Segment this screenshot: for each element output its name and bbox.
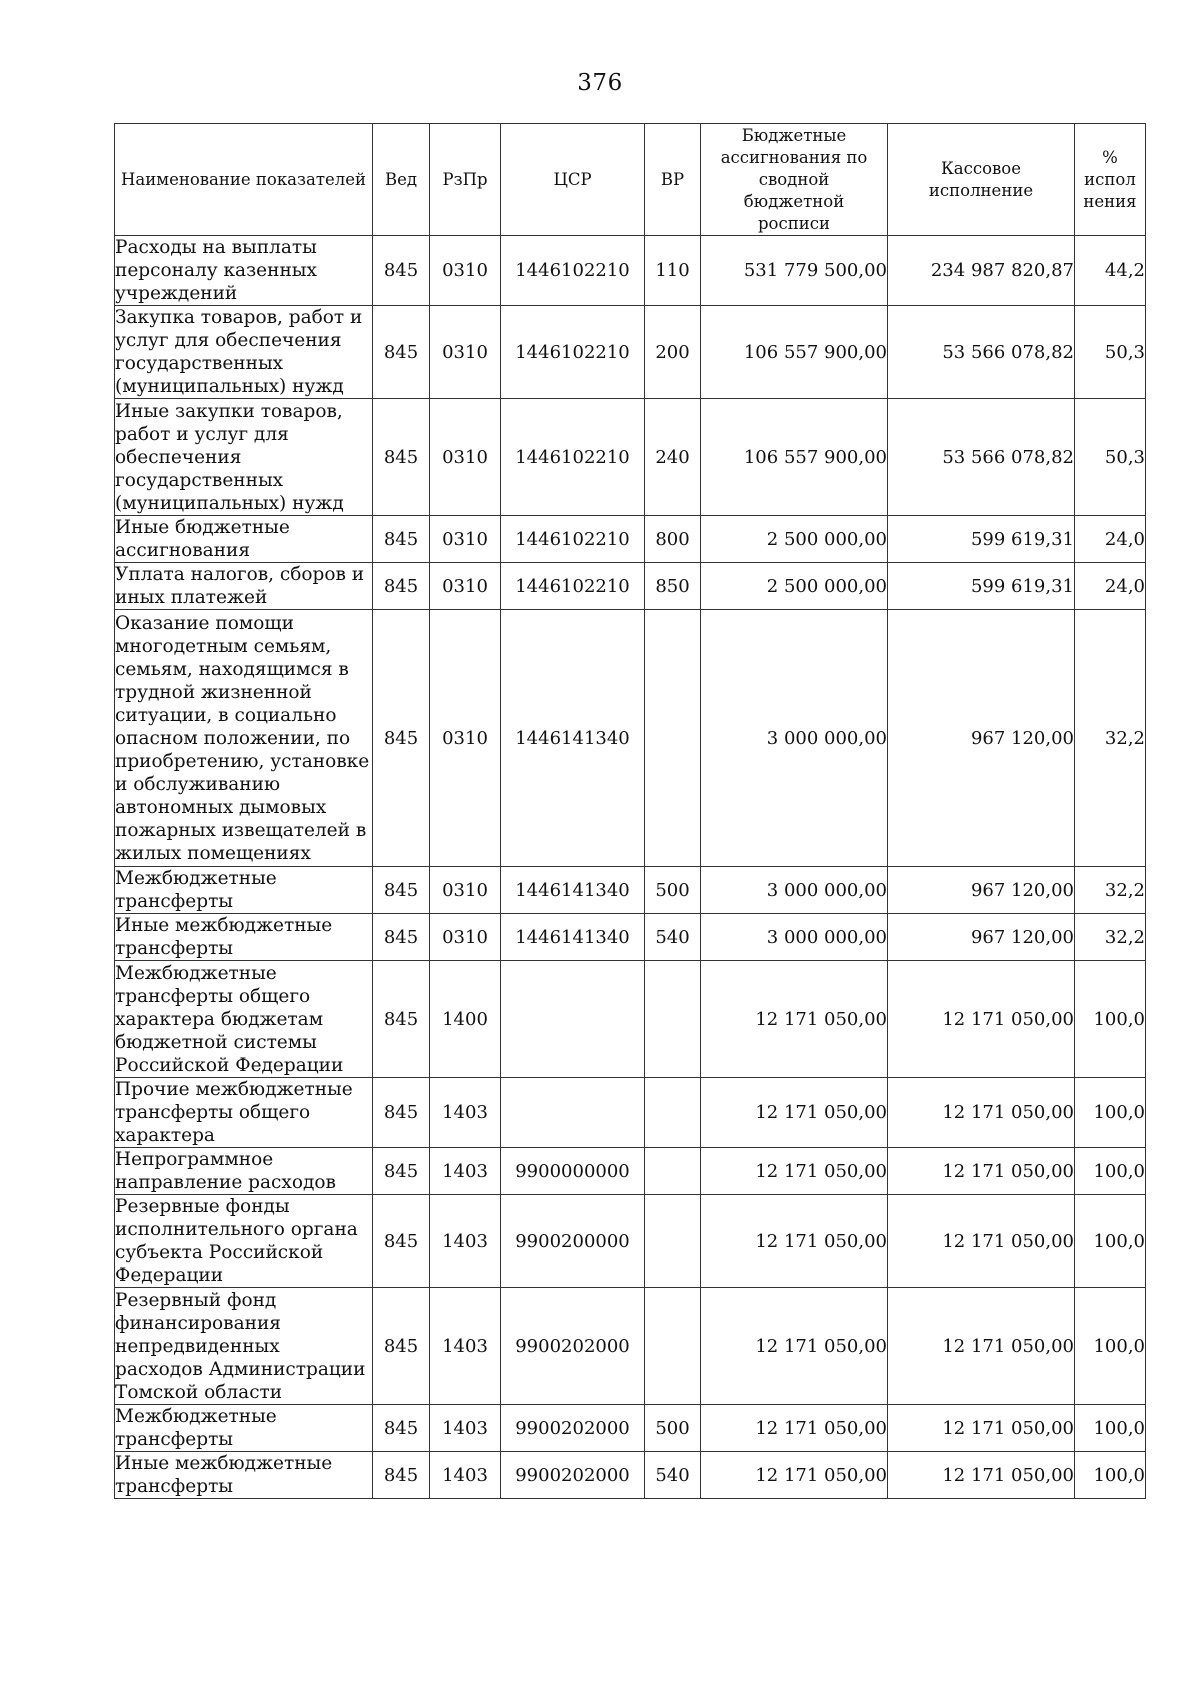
- cell-plan: 12 171 050,00: [701, 1078, 888, 1148]
- cell-pct: 32,2: [1075, 914, 1146, 961]
- cell-name: Расходы на выплаты персоналу казенных учреждений: [115, 236, 373, 306]
- cell-rzpr: 1403: [430, 1288, 501, 1405]
- cell-vr: [645, 1195, 701, 1288]
- cell-name: Резервный фонд финансирования непредвиденных расходов Администрации Томской области: [115, 1288, 373, 1405]
- cell-ved: 845: [373, 1288, 430, 1405]
- cell-rzpr: 0310: [430, 563, 501, 610]
- cell-pct: 100,0: [1075, 1078, 1146, 1148]
- header-plan: Бюджетные ассигнования по сводной бюджетной росписи: [701, 124, 888, 236]
- cell-exec: 967 120,00: [888, 867, 1075, 914]
- cell-rzpr: 0310: [430, 610, 501, 867]
- cell-exec: 12 171 050,00: [888, 1405, 1075, 1452]
- cell-name: Оказание помощи многодетным семьям, семьям, находящимся в трудной жизненной ситуации, в социально опасном положении, по приобретению, установке и обслуживанию автономных дымовых пожарных извещателей в жилых помещениях: [115, 610, 373, 867]
- cell-vr: 540: [645, 1452, 701, 1499]
- cell-plan: 3 000 000,00: [701, 867, 888, 914]
- cell-pct: 32,2: [1075, 610, 1146, 867]
- cell-rzpr: 0310: [430, 236, 501, 306]
- cell-plan: 2 500 000,00: [701, 516, 888, 563]
- cell-vr: [645, 1078, 701, 1148]
- cell-exec: 12 171 050,00: [888, 1148, 1075, 1195]
- cell-rzpr: 1403: [430, 1195, 501, 1288]
- cell-rzpr: 1403: [430, 1452, 501, 1499]
- cell-ved: 845: [373, 306, 430, 399]
- cell-csr: 1446102210: [501, 516, 645, 563]
- cell-name: Иные межбюджетные трансферты: [115, 1452, 373, 1499]
- cell-csr: 1446102210: [501, 563, 645, 610]
- table-row: [115, 1452, 1146, 1499]
- cell-ved: 845: [373, 867, 430, 914]
- cell-csr: 1446102210: [501, 399, 645, 516]
- table-row: [115, 563, 1146, 610]
- table-row: [115, 236, 1146, 306]
- cell-csr: [501, 961, 645, 1078]
- cell-exec: 12 171 050,00: [888, 1078, 1075, 1148]
- table-row: [115, 961, 1146, 1078]
- cell-exec: 53 566 078,82: [888, 306, 1075, 399]
- cell-vr: 200: [645, 306, 701, 399]
- cell-exec: 12 171 050,00: [888, 1452, 1075, 1499]
- cell-pct: 100,0: [1075, 1288, 1146, 1405]
- table-row: [115, 914, 1146, 961]
- cell-rzpr: 1400: [430, 961, 501, 1078]
- cell-exec: 599 619,31: [888, 516, 1075, 563]
- cell-plan: 2 500 000,00: [701, 563, 888, 610]
- cell-exec: 12 171 050,00: [888, 961, 1075, 1078]
- cell-ved: 845: [373, 1405, 430, 1452]
- cell-rzpr: 0310: [430, 516, 501, 563]
- cell-csr: 1446141340: [501, 867, 645, 914]
- cell-rzpr: 0310: [430, 306, 501, 399]
- cell-csr: 9900202000: [501, 1288, 645, 1405]
- cell-csr: 9900200000: [501, 1195, 645, 1288]
- header-name: Наименование показателей: [115, 124, 373, 236]
- cell-ved: 845: [373, 516, 430, 563]
- cell-plan: 531 779 500,00: [701, 236, 888, 306]
- cell-ved: 845: [373, 914, 430, 961]
- table-row: [115, 399, 1146, 516]
- header-vr: ВР: [645, 124, 701, 236]
- cell-pct: 24,0: [1075, 516, 1146, 563]
- cell-pct: 100,0: [1075, 1405, 1146, 1452]
- cell-csr: 9900202000: [501, 1452, 645, 1499]
- cell-exec: 53 566 078,82: [888, 399, 1075, 516]
- cell-ved: 845: [373, 236, 430, 306]
- table-row: [115, 306, 1146, 399]
- cell-ved: 845: [373, 1452, 430, 1499]
- cell-vr: 500: [645, 867, 701, 914]
- cell-name: Непрограммное направление расходов: [115, 1148, 373, 1195]
- cell-plan: 106 557 900,00: [701, 306, 888, 399]
- cell-rzpr: 1403: [430, 1148, 501, 1195]
- table-header-row: [115, 124, 1146, 236]
- cell-exec: 234 987 820,87: [888, 236, 1075, 306]
- cell-ved: 845: [373, 1148, 430, 1195]
- cell-ved: 845: [373, 399, 430, 516]
- cell-csr: 9900202000: [501, 1405, 645, 1452]
- cell-rzpr: 1403: [430, 1078, 501, 1148]
- cell-vr: 110: [645, 236, 701, 306]
- cell-pct: 44,2: [1075, 236, 1146, 306]
- cell-pct: 100,0: [1075, 961, 1146, 1078]
- cell-plan: 12 171 050,00: [701, 1405, 888, 1452]
- cell-name: Межбюджетные трансферты: [115, 1405, 373, 1452]
- cell-exec: 967 120,00: [888, 610, 1075, 867]
- cell-ved: 845: [373, 610, 430, 867]
- table-row: [115, 516, 1146, 563]
- cell-vr: [645, 1288, 701, 1405]
- cell-plan: 3 000 000,00: [701, 610, 888, 867]
- cell-csr: [501, 1078, 645, 1148]
- cell-plan: 106 557 900,00: [701, 399, 888, 516]
- table-row: [115, 610, 1146, 867]
- cell-ved: 845: [373, 1195, 430, 1288]
- cell-pct: 50,3: [1075, 306, 1146, 399]
- cell-name: Иные межбюджетные трансферты: [115, 914, 373, 961]
- cell-name: Межбюджетные трансферты: [115, 867, 373, 914]
- cell-vr: 850: [645, 563, 701, 610]
- cell-vr: 540: [645, 914, 701, 961]
- cell-plan: 12 171 050,00: [701, 1195, 888, 1288]
- cell-plan: 12 171 050,00: [701, 1288, 888, 1405]
- cell-exec: 12 171 050,00: [888, 1288, 1075, 1405]
- cell-name: Иные бюджетные ассигнования: [115, 516, 373, 563]
- cell-ved: 845: [373, 563, 430, 610]
- cell-pct: 100,0: [1075, 1452, 1146, 1499]
- cell-csr: 9900000000: [501, 1148, 645, 1195]
- cell-vr: [645, 961, 701, 1078]
- header-ved: Вед: [373, 124, 430, 236]
- table-row: [115, 1405, 1146, 1452]
- cell-pct: 100,0: [1075, 1148, 1146, 1195]
- cell-exec: 967 120,00: [888, 914, 1075, 961]
- cell-plan: 3 000 000,00: [701, 914, 888, 961]
- cell-name: Уплата налогов, сборов и иных платежей: [115, 563, 373, 610]
- cell-name: Прочие межбюджетные трансферты общего характера: [115, 1078, 373, 1148]
- cell-rzpr: 0310: [430, 867, 501, 914]
- header-pct: % испол нения: [1075, 124, 1146, 236]
- cell-vr: [645, 1148, 701, 1195]
- cell-pct: 24,0: [1075, 563, 1146, 610]
- header-rzpr: РзПр: [430, 124, 501, 236]
- cell-name: Резервные фонды исполнительного органа субъекта Российской Федерации: [115, 1195, 373, 1288]
- cell-csr: 1446102210: [501, 236, 645, 306]
- cell-csr: 1446141340: [501, 914, 645, 961]
- budget-table: [114, 123, 1146, 1499]
- cell-plan: 12 171 050,00: [701, 1148, 888, 1195]
- cell-name: Межбюджетные трансферты общего характера бюджетам бюджетной системы Российской Федерации: [115, 961, 373, 1078]
- cell-rzpr: 1403: [430, 1405, 501, 1452]
- cell-plan: 12 171 050,00: [701, 961, 888, 1078]
- cell-csr: 1446141340: [501, 610, 645, 867]
- table-row: [115, 1195, 1146, 1288]
- cell-csr: 1446102210: [501, 306, 645, 399]
- cell-exec: 12 171 050,00: [888, 1195, 1075, 1288]
- cell-ved: 845: [373, 961, 430, 1078]
- cell-vr: [645, 610, 701, 867]
- cell-name: Закупка товаров, работ и услуг для обеспечения государственных (муниципальных) нужд: [115, 306, 373, 399]
- cell-vr: 800: [645, 516, 701, 563]
- cell-vr: 240: [645, 399, 701, 516]
- table-row: [115, 1148, 1146, 1195]
- cell-rzpr: 0310: [430, 914, 501, 961]
- cell-ved: 845: [373, 1078, 430, 1148]
- table-row: [115, 1078, 1146, 1148]
- table-body: [115, 236, 1146, 1499]
- cell-pct: 50,3: [1075, 399, 1146, 516]
- cell-name: Иные закупки товаров, работ и услуг для обеспечения государственных (муниципальных) нужд: [115, 399, 373, 516]
- page-number: 376: [577, 70, 623, 96]
- cell-pct: 100,0: [1075, 1195, 1146, 1288]
- cell-exec: 599 619,31: [888, 563, 1075, 610]
- table-row: [115, 1288, 1146, 1405]
- cell-rzpr: 0310: [430, 399, 501, 516]
- header-exec: Кассовое исполнение: [888, 124, 1075, 236]
- header-csr: ЦСР: [501, 124, 645, 236]
- cell-vr: 500: [645, 1405, 701, 1452]
- cell-plan: 12 171 050,00: [701, 1452, 888, 1499]
- table-row: [115, 867, 1146, 914]
- cell-pct: 32,2: [1075, 867, 1146, 914]
